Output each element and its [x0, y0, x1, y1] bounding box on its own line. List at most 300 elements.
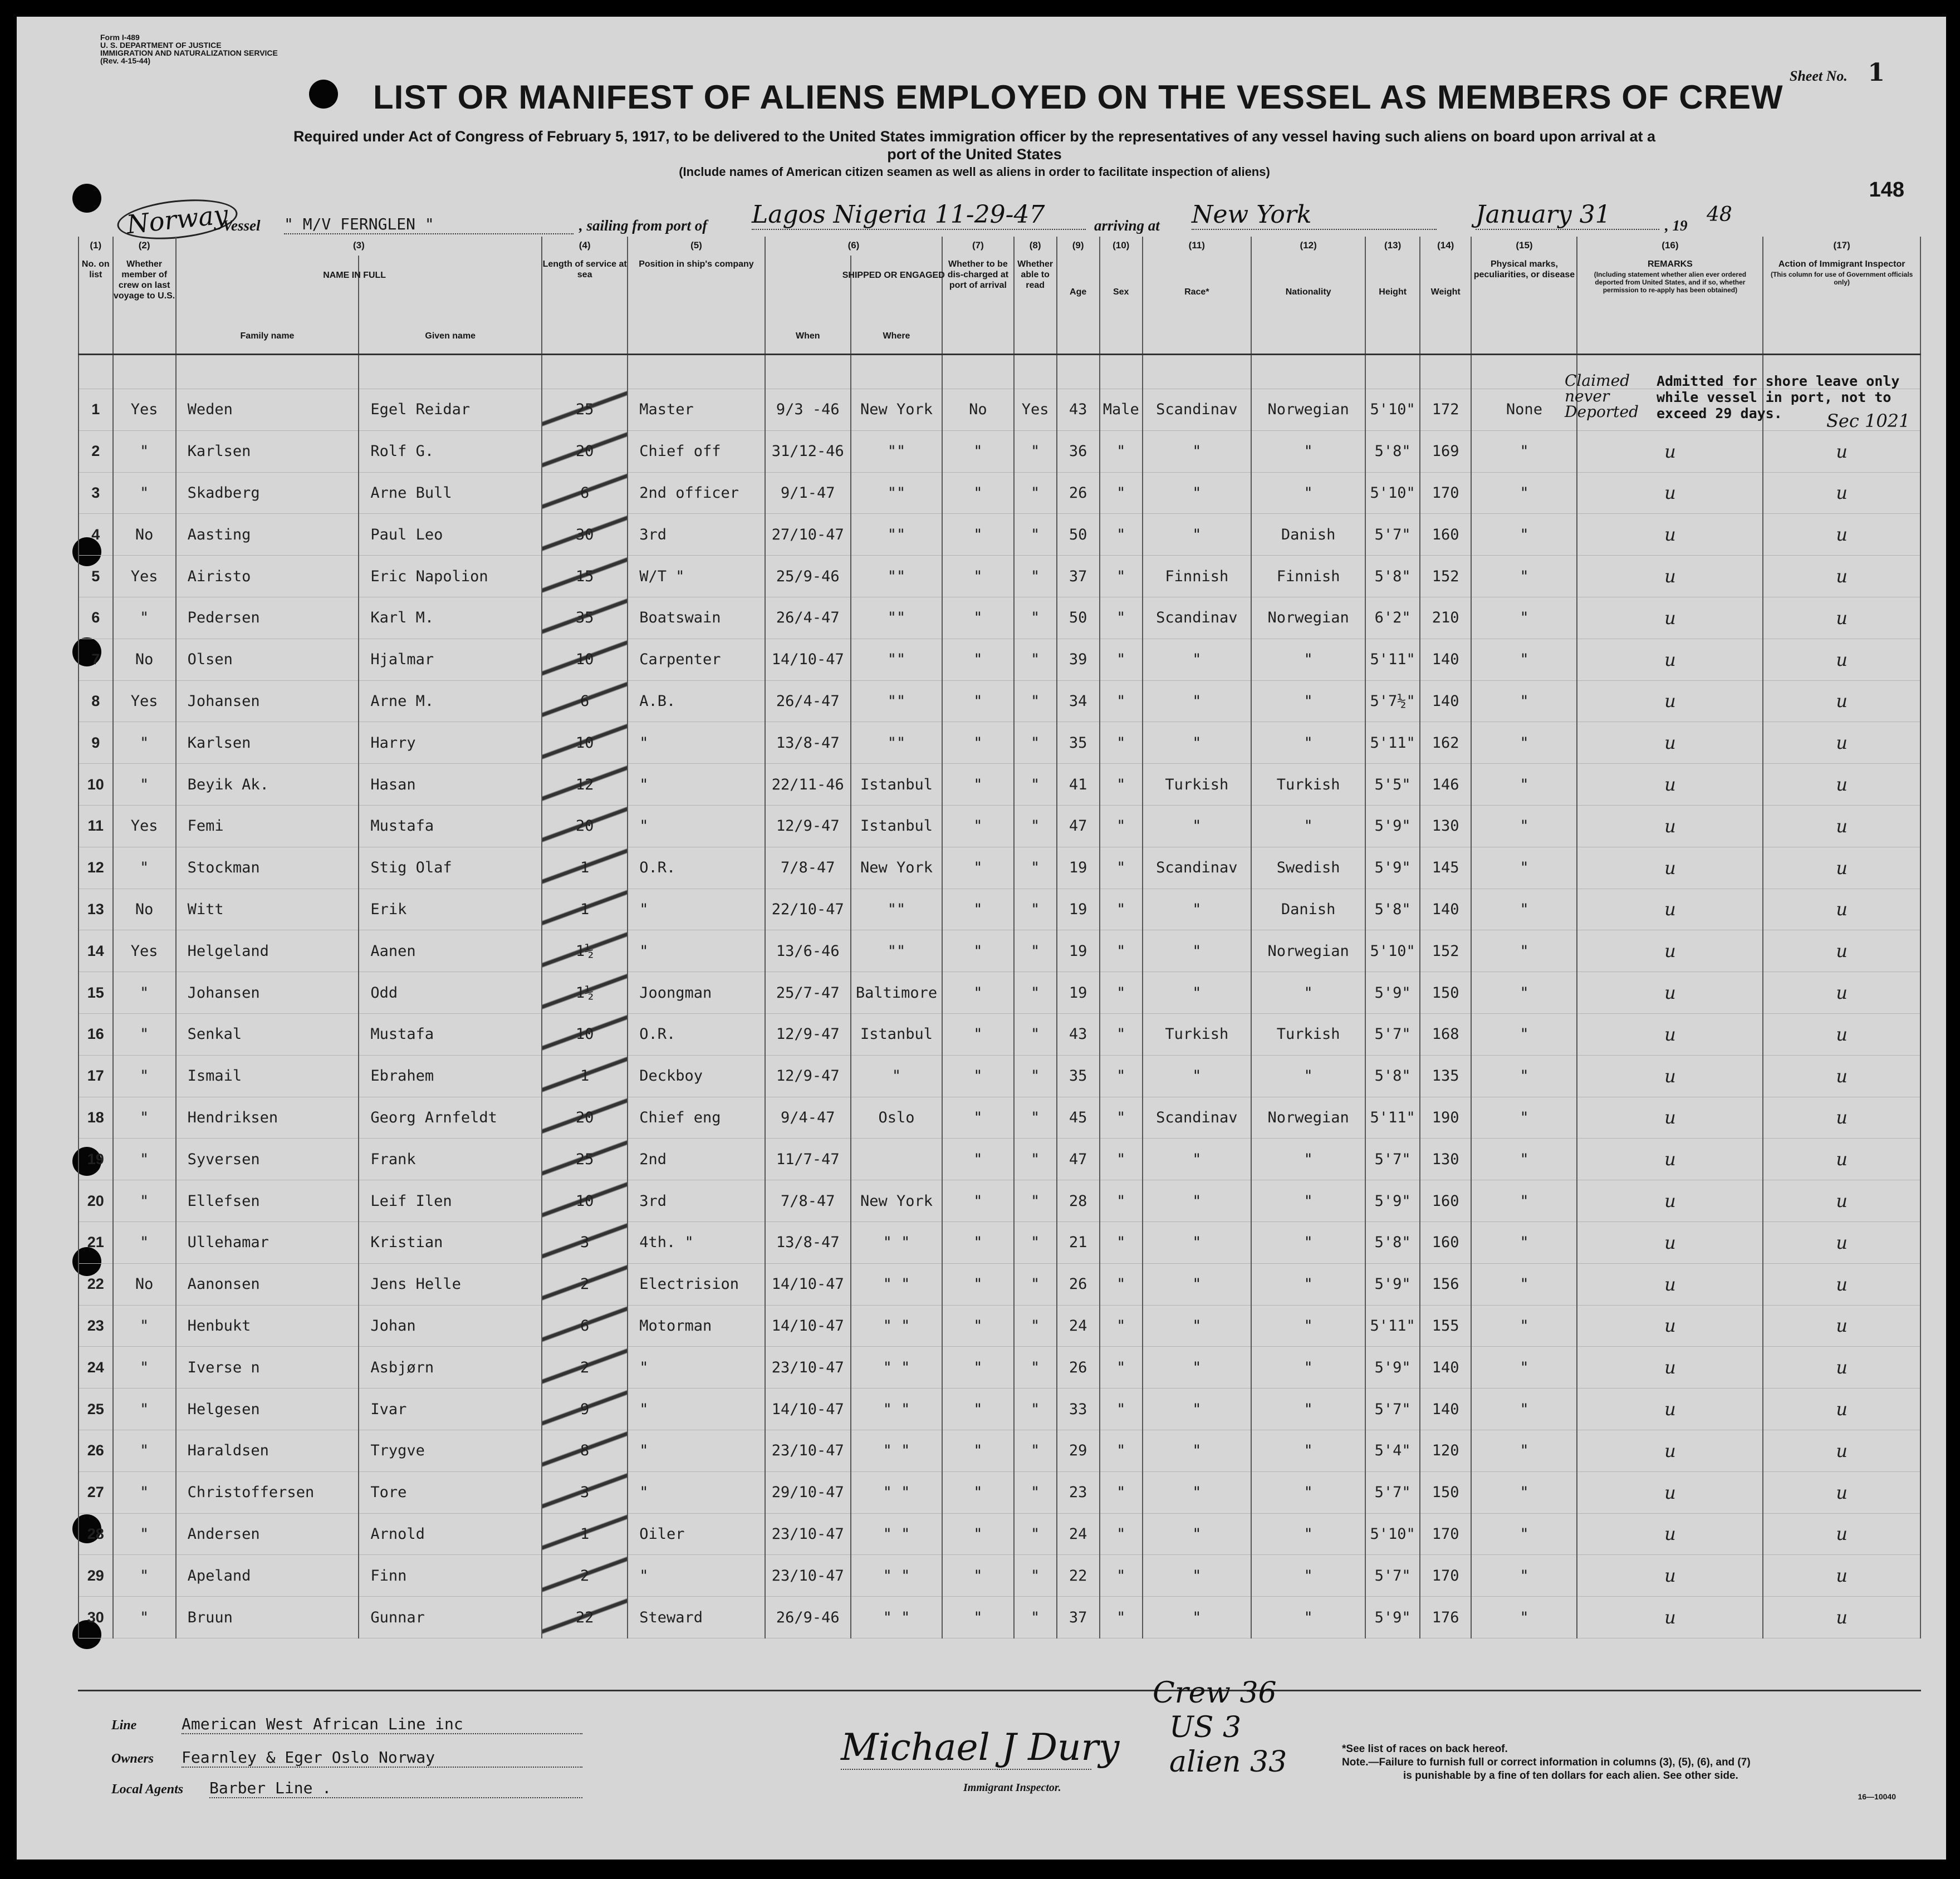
weight-cell: 176	[1420, 1597, 1471, 1638]
height-cell: 5'7"	[1365, 514, 1420, 556]
remarks-cell: u	[1577, 847, 1763, 889]
nationality-cell: "	[1251, 1221, 1365, 1263]
spacer-cell	[176, 355, 359, 389]
manifest-sheet	[17, 17, 1946, 1860]
age-cell: 35	[1057, 722, 1100, 764]
previous-voyage-cell: No	[113, 1263, 176, 1305]
nationality-cell: "	[1251, 1430, 1365, 1471]
shipped-when-cell: 22/11-46	[765, 764, 851, 806]
remarks-cell: u	[1577, 889, 1763, 930]
family-name-cell: Johansen	[176, 972, 359, 1014]
discharged-cell: "	[942, 514, 1013, 556]
row-number: 23	[79, 1305, 113, 1347]
able-to-read-cell: "	[1014, 930, 1057, 972]
table-row	[79, 1389, 1920, 1430]
position-cell: "	[628, 1430, 765, 1471]
spacer-cell	[1420, 355, 1471, 389]
able-to-read-cell: "	[1014, 514, 1057, 556]
previous-voyage-cell: "	[113, 1097, 176, 1139]
form-id-line: IMMIGRATION AND NATURALIZATION SERVICE	[100, 48, 278, 57]
table-row	[79, 1013, 1920, 1055]
table-row	[79, 1513, 1920, 1555]
given-name-cell: Harry	[359, 722, 542, 764]
column-number: (14)	[1420, 237, 1471, 256]
spacer-cell	[628, 355, 765, 389]
remarks-cell: u	[1577, 472, 1763, 514]
previous-voyage-cell: No	[113, 889, 176, 930]
service-length-cell: 1½	[542, 972, 628, 1014]
nationality-cell: "	[1251, 430, 1365, 472]
race-cell: "	[1143, 1055, 1251, 1097]
discharged-cell: "	[942, 1347, 1013, 1389]
position-cell: Boatswain	[628, 597, 765, 639]
weight-cell: 168	[1420, 1013, 1471, 1055]
header-physical-marks: Physical marks, peculiarities, or disease	[1471, 256, 1577, 355]
service-length-cell: 20	[542, 805, 628, 847]
row-number: 30	[79, 1597, 113, 1638]
height-cell: 5'7½"	[1365, 680, 1420, 722]
height-cell: 5'11"	[1365, 639, 1420, 680]
nationality-cell: "	[1251, 972, 1365, 1014]
family-name-cell: Ismail	[176, 1055, 359, 1097]
age-cell: 22	[1057, 1555, 1100, 1597]
able-to-read-cell: "	[1014, 1389, 1057, 1430]
previous-voyage-cell: No	[113, 639, 176, 680]
position-cell: W/T "	[628, 556, 765, 597]
header-nationality-label: Nationality	[1285, 287, 1331, 297]
column-number: (4)	[542, 237, 628, 256]
shipped-when-cell: 14/10-47	[765, 1389, 851, 1430]
shipped-when-cell: 13/6-46	[765, 930, 851, 972]
height-cell: 5'9"	[1365, 1597, 1420, 1638]
service-length-cell: 1	[542, 1055, 628, 1097]
shipped-when-cell: 26/9-46	[765, 1597, 851, 1638]
table-row	[79, 847, 1920, 889]
height-cell: 5'7"	[1365, 1139, 1420, 1180]
family-name-cell: Pedersen	[176, 597, 359, 639]
given-name-cell: Ivar	[359, 1389, 542, 1430]
nationality-cell: "	[1251, 805, 1365, 847]
table-row	[79, 680, 1920, 722]
given-name-cell: Stig Olaf	[359, 847, 542, 889]
weight-cell: 140	[1420, 1389, 1471, 1430]
age-cell: 19	[1057, 889, 1100, 930]
header-shipped-engaged: SHIPPED OR ENGAGED	[842, 271, 945, 280]
discharged-cell: "	[942, 1263, 1013, 1305]
header-previous-voyage: Whether member of crew on last voyage to U.S.	[113, 256, 176, 355]
nationality-cell: Danish	[1251, 889, 1365, 930]
discharged-cell: "	[942, 972, 1013, 1014]
age-cell: 35	[1057, 1055, 1100, 1097]
position-cell: Deckboy	[628, 1055, 765, 1097]
row-number: 24	[79, 1347, 113, 1389]
spacer-cell	[79, 355, 113, 389]
height-cell: 5'9"	[1365, 1263, 1420, 1305]
service-length-cell: 12	[542, 764, 628, 806]
shipped-when-cell: 26/4-47	[765, 680, 851, 722]
race-cell: "	[1143, 1221, 1251, 1263]
physical-marks-cell: "	[1471, 430, 1577, 472]
race-cell: "	[1143, 1389, 1251, 1430]
race-cell: "	[1143, 1180, 1251, 1222]
inspector-action-cell: u	[1763, 1221, 1920, 1263]
requirement-line-1: Required under Act of Congress of February 5, 1917, to be delivered to the United States immigration officer by the representatives of any vessel having such aliens on board upon arrival at a	[293, 128, 1656, 145]
weight-cell: 145	[1420, 847, 1471, 889]
position-cell: "	[628, 764, 765, 806]
column-number: (15)	[1471, 237, 1577, 256]
header-given-name-label: Given name	[425, 331, 476, 341]
age-cell: 24	[1057, 1513, 1100, 1555]
remarks-cell: u	[1577, 1055, 1763, 1097]
remark-line: Claimed	[1565, 371, 1630, 390]
print-code: 16—10040	[1858, 1792, 1896, 1801]
race-cell: "	[1143, 430, 1251, 472]
shipped-when-cell: 12/9-47	[765, 805, 851, 847]
shipped-when-cell: 25/9-46	[765, 556, 851, 597]
remarks-cell: u	[1577, 597, 1763, 639]
remark-line: never	[1565, 387, 1610, 405]
weight-cell: 130	[1420, 1139, 1471, 1180]
remarks-cell: u	[1577, 722, 1763, 764]
sex-cell: "	[1100, 430, 1143, 472]
age-cell: 21	[1057, 1221, 1100, 1263]
remarks-cell: u	[1577, 972, 1763, 1014]
age-cell: 43	[1057, 389, 1100, 431]
nationality-cell: "	[1251, 1347, 1365, 1389]
physical-marks-cell: "	[1471, 1263, 1577, 1305]
header-sex-label: Sex	[1113, 287, 1129, 297]
shipped-where-cell: New York	[851, 389, 942, 431]
position-cell: Joongman	[628, 972, 765, 1014]
discharged-cell: "	[942, 1221, 1013, 1263]
position-cell: "	[628, 1471, 765, 1513]
header-action-sub: (This column for use of Government officials only)	[1770, 271, 1913, 286]
crew-table-body	[79, 389, 1920, 1638]
shipped-where-cell: ""	[851, 680, 942, 722]
weight-cell: 155	[1420, 1305, 1471, 1347]
position-cell: "	[628, 1555, 765, 1597]
spacer-cell	[1471, 355, 1577, 389]
row-number: 9	[79, 722, 113, 764]
shipped-where-cell: " "	[851, 1597, 942, 1638]
remarks-cell: u	[1577, 1097, 1763, 1139]
shipped-where-cell: " "	[851, 1347, 942, 1389]
given-name-cell: Georg Arnfeldt	[359, 1097, 542, 1139]
sex-cell: "	[1100, 1597, 1143, 1638]
nationality-cell: "	[1251, 1180, 1365, 1222]
discharged-cell: "	[942, 1097, 1013, 1139]
header-family-name	[176, 256, 386, 355]
inspector-action-cell: u	[1763, 597, 1920, 639]
country-stamp: Norway	[115, 194, 239, 244]
column-number: (16)	[1577, 237, 1763, 256]
position-cell: Chief eng	[628, 1097, 765, 1139]
family-name-cell: Syversen	[176, 1139, 359, 1180]
row-number: 4	[79, 514, 113, 556]
crew-manifest-table	[78, 237, 1921, 1638]
nationality-cell: Swedish	[1251, 847, 1365, 889]
given-name-cell: Johan	[359, 1305, 542, 1347]
shipped-when-cell: 7/8-47	[765, 1180, 851, 1222]
header-height-label: Height	[1379, 287, 1407, 297]
shipped-when-cell: 12/9-47	[765, 1013, 851, 1055]
discharged-cell: "	[942, 597, 1013, 639]
discharged-cell: No	[942, 389, 1013, 431]
form-id-line: U. S. DEPARTMENT OF JUSTICE	[100, 41, 222, 50]
column-number: (5)	[628, 237, 765, 256]
age-cell: 19	[1057, 972, 1100, 1014]
age-cell: 43	[1057, 1013, 1100, 1055]
weight-cell: 146	[1420, 764, 1471, 806]
given-name-cell: Jens Helle	[359, 1263, 542, 1305]
inspector-action-cell: u	[1763, 1305, 1920, 1347]
weight-cell: 120	[1420, 1430, 1471, 1471]
weight-cell: 169	[1420, 430, 1471, 472]
service-length-cell: 1	[542, 1513, 628, 1555]
shipped-where-cell: ""	[851, 722, 942, 764]
row-number: 13	[79, 889, 113, 930]
punch-hole-1	[309, 80, 338, 109]
inspector-action-cell: u	[1763, 680, 1920, 722]
sex-cell: "	[1100, 556, 1143, 597]
row-number: 5	[79, 556, 113, 597]
nationality-cell: "	[1251, 680, 1365, 722]
height-cell: 5'10"	[1365, 389, 1420, 431]
shipped-where-cell: ""	[851, 639, 942, 680]
inspector-action-cell: u	[1763, 639, 1920, 680]
shipped-when-cell: 25/7-47	[765, 972, 851, 1014]
year-prefix: , 19	[1665, 217, 1688, 234]
given-name-cell: Odd	[359, 972, 542, 1014]
height-cell: 5'8"	[1365, 430, 1420, 472]
able-to-read-cell: "	[1014, 1013, 1057, 1055]
table-row	[79, 1055, 1920, 1097]
physical-marks-cell: "	[1471, 764, 1577, 806]
weight-cell: 140	[1420, 680, 1471, 722]
physical-marks-cell: "	[1471, 1013, 1577, 1055]
previous-voyage-cell: "	[113, 1430, 176, 1471]
age-cell: 47	[1057, 1139, 1100, 1180]
service-length-cell: 25	[542, 1139, 628, 1180]
physical-marks-cell: "	[1471, 472, 1577, 514]
family-name-cell: Aasting	[176, 514, 359, 556]
remarks-cell: u	[1577, 1221, 1763, 1263]
sex-cell: "	[1100, 639, 1143, 680]
remarks-cell: u	[1577, 1430, 1763, 1471]
inspector-action-cell: u	[1763, 1555, 1920, 1597]
previous-voyage-cell: Yes	[113, 556, 176, 597]
previous-voyage-cell: "	[113, 1180, 176, 1222]
table-row	[79, 1097, 1920, 1139]
weight-cell: 140	[1420, 639, 1471, 680]
height-cell: 5'9"	[1365, 972, 1420, 1014]
service-length-cell: 2	[542, 1263, 628, 1305]
physical-marks-cell: "	[1471, 1513, 1577, 1555]
able-to-read-cell: "	[1014, 764, 1057, 806]
given-name-cell: Ebrahem	[359, 1055, 542, 1097]
previous-voyage-cell: "	[113, 764, 176, 806]
header-sex	[1100, 256, 1143, 355]
shipped-when-cell: 9/4-47	[765, 1097, 851, 1139]
family-name-cell: Helgesen	[176, 1389, 359, 1430]
inspector-action-cell: u	[1763, 805, 1920, 847]
given-name-cell: Arne Bull	[359, 472, 542, 514]
position-cell: "	[628, 805, 765, 847]
age-cell: 50	[1057, 514, 1100, 556]
physical-marks-cell: "	[1471, 722, 1577, 764]
physical-marks-cell: "	[1471, 847, 1577, 889]
position-cell: 4th. "	[628, 1221, 765, 1263]
weight-cell: 130	[1420, 805, 1471, 847]
family-name-cell: Stockman	[176, 847, 359, 889]
height-cell: 5'9"	[1365, 847, 1420, 889]
previous-voyage-cell: Yes	[113, 389, 176, 431]
table-row	[79, 889, 1920, 930]
discharged-cell: "	[942, 847, 1013, 889]
able-to-read-cell: "	[1014, 1221, 1057, 1263]
note-penalty-1: Note.—Failure to furnish full or correct information in columns (3), (5), (6), and (7)	[1342, 1757, 1751, 1768]
form-id-block	[100, 33, 278, 65]
weight-cell: 172	[1420, 389, 1471, 431]
able-to-read-cell: "	[1014, 1055, 1057, 1097]
discharged-cell: "	[942, 1471, 1013, 1513]
nationality-cell: Norwegian	[1251, 1097, 1365, 1139]
given-name-cell: Rolf G.	[359, 430, 542, 472]
height-cell: 5'7"	[1365, 1555, 1420, 1597]
shipped-where-cell: Oslo	[851, 1097, 942, 1139]
header-where-label: Where	[883, 331, 910, 341]
race-cell: "	[1143, 1597, 1251, 1638]
able-to-read-cell: "	[1014, 847, 1057, 889]
sex-cell: "	[1100, 472, 1143, 514]
column-number: (7)	[942, 237, 1013, 256]
inspector-action-cell: u	[1763, 1430, 1920, 1471]
service-length-cell: 22	[542, 1597, 628, 1638]
spacer-cell	[359, 355, 542, 389]
sex-cell: "	[1100, 1471, 1143, 1513]
position-cell: A.B.	[628, 680, 765, 722]
shipped-when-cell: 12/9-47	[765, 1055, 851, 1097]
weight-cell: 150	[1420, 972, 1471, 1014]
shipped-when-cell: 23/10-47	[765, 1430, 851, 1471]
able-to-read-cell: "	[1014, 556, 1057, 597]
family-name-cell: Senkal	[176, 1013, 359, 1055]
header-remarks-sub: (Including statement whether alien ever ordered deported from United States, and if so, whether permission to re-apply has been obtained)	[1594, 271, 1747, 294]
row-number: 15	[79, 972, 113, 1014]
service-length-cell: 1½	[542, 930, 628, 972]
race-cell: "	[1143, 1471, 1251, 1513]
row-number: 25	[79, 1389, 113, 1430]
able-to-read-cell: "	[1014, 1597, 1057, 1638]
family-name-cell: Ullehamar	[176, 1221, 359, 1263]
age-cell: 47	[1057, 805, 1100, 847]
remarks-cell: u	[1577, 1263, 1763, 1305]
physical-marks-cell: "	[1471, 930, 1577, 972]
family-name-cell: Helgeland	[176, 930, 359, 972]
row-number: 10	[79, 764, 113, 806]
header-race	[1143, 256, 1251, 355]
family-name-cell: Airisto	[176, 556, 359, 597]
arrival-year: 48	[1707, 203, 1732, 226]
sex-cell: "	[1100, 972, 1143, 1014]
shipped-when-cell: 23/10-47	[765, 1555, 851, 1597]
remarks-cell: u	[1577, 1597, 1763, 1638]
footer-notes	[1342, 1743, 1751, 1783]
previous-voyage-cell: "	[113, 1389, 176, 1430]
age-cell: 39	[1057, 639, 1100, 680]
age-cell: 33	[1057, 1389, 1100, 1430]
row-number: 14	[79, 930, 113, 972]
previous-voyage-cell: "	[113, 597, 176, 639]
service-length-cell: 2	[542, 1555, 628, 1597]
sex-cell: "	[1100, 1221, 1143, 1263]
family-name-cell: Johansen	[176, 680, 359, 722]
weight-cell: 160	[1420, 514, 1471, 556]
sex-cell: "	[1100, 1430, 1143, 1471]
position-cell: Oiler	[628, 1513, 765, 1555]
able-to-read-cell: "	[1014, 1180, 1057, 1222]
spacer-cell	[1014, 355, 1057, 389]
given-name-cell: Egel Reidar	[359, 389, 542, 431]
age-cell: 28	[1057, 1180, 1100, 1222]
position-cell: O.R.	[628, 847, 765, 889]
remarks-cell: u	[1577, 639, 1763, 680]
family-name-cell: Skadberg	[176, 472, 359, 514]
given-name-cell: Eric Napolion	[359, 556, 542, 597]
height-cell: 5'9"	[1365, 1180, 1420, 1222]
discharged-cell: "	[942, 1555, 1013, 1597]
physical-marks-cell: "	[1471, 1180, 1577, 1222]
race-cell: "	[1143, 1139, 1251, 1180]
height-cell: 5'4"	[1365, 1430, 1420, 1471]
able-to-read-cell: "	[1014, 430, 1057, 472]
nationality-cell: "	[1251, 1139, 1365, 1180]
sheet-number-value: 1	[1868, 58, 1885, 87]
inspector-action-cell: u	[1763, 930, 1920, 972]
sex-cell: "	[1100, 1055, 1143, 1097]
row-number: 16	[79, 1013, 113, 1055]
shipped-where-cell: ""	[851, 597, 942, 639]
family-name-cell: Bruun	[176, 1597, 359, 1638]
given-name-cell: Tore	[359, 1471, 542, 1513]
height-cell: 5'9"	[1365, 805, 1420, 847]
service-length-cell: 6	[542, 472, 628, 514]
family-name-cell: Olsen	[176, 639, 359, 680]
position-cell: 2nd officer	[628, 472, 765, 514]
nationality-cell: "	[1251, 472, 1365, 514]
sex-cell: "	[1100, 514, 1143, 556]
previous-voyage-cell: Yes	[113, 930, 176, 972]
discharged-cell: "	[942, 1389, 1013, 1430]
shipped-when-cell: 13/8-47	[765, 1221, 851, 1263]
table-row	[79, 930, 1920, 972]
line-label: Line	[111, 1718, 137, 1733]
spacer-cell	[1365, 355, 1420, 389]
column-number: (10)	[1100, 237, 1143, 256]
form-id-line: Form I-489	[100, 33, 140, 42]
discharged-cell: "	[942, 805, 1013, 847]
able-to-read-cell: "	[1014, 1555, 1057, 1597]
shipped-where-cell: " "	[851, 1263, 942, 1305]
row1-handwritten-remark	[1565, 373, 1639, 420]
age-cell: 29	[1057, 1430, 1100, 1471]
family-name-cell: Aanonsen	[176, 1263, 359, 1305]
previous-voyage-cell: "	[113, 1013, 176, 1055]
weight-cell: 140	[1420, 1347, 1471, 1389]
race-cell: "	[1143, 1263, 1251, 1305]
shipped-where-cell: ""	[851, 430, 942, 472]
remarks-cell: u	[1577, 1013, 1763, 1055]
